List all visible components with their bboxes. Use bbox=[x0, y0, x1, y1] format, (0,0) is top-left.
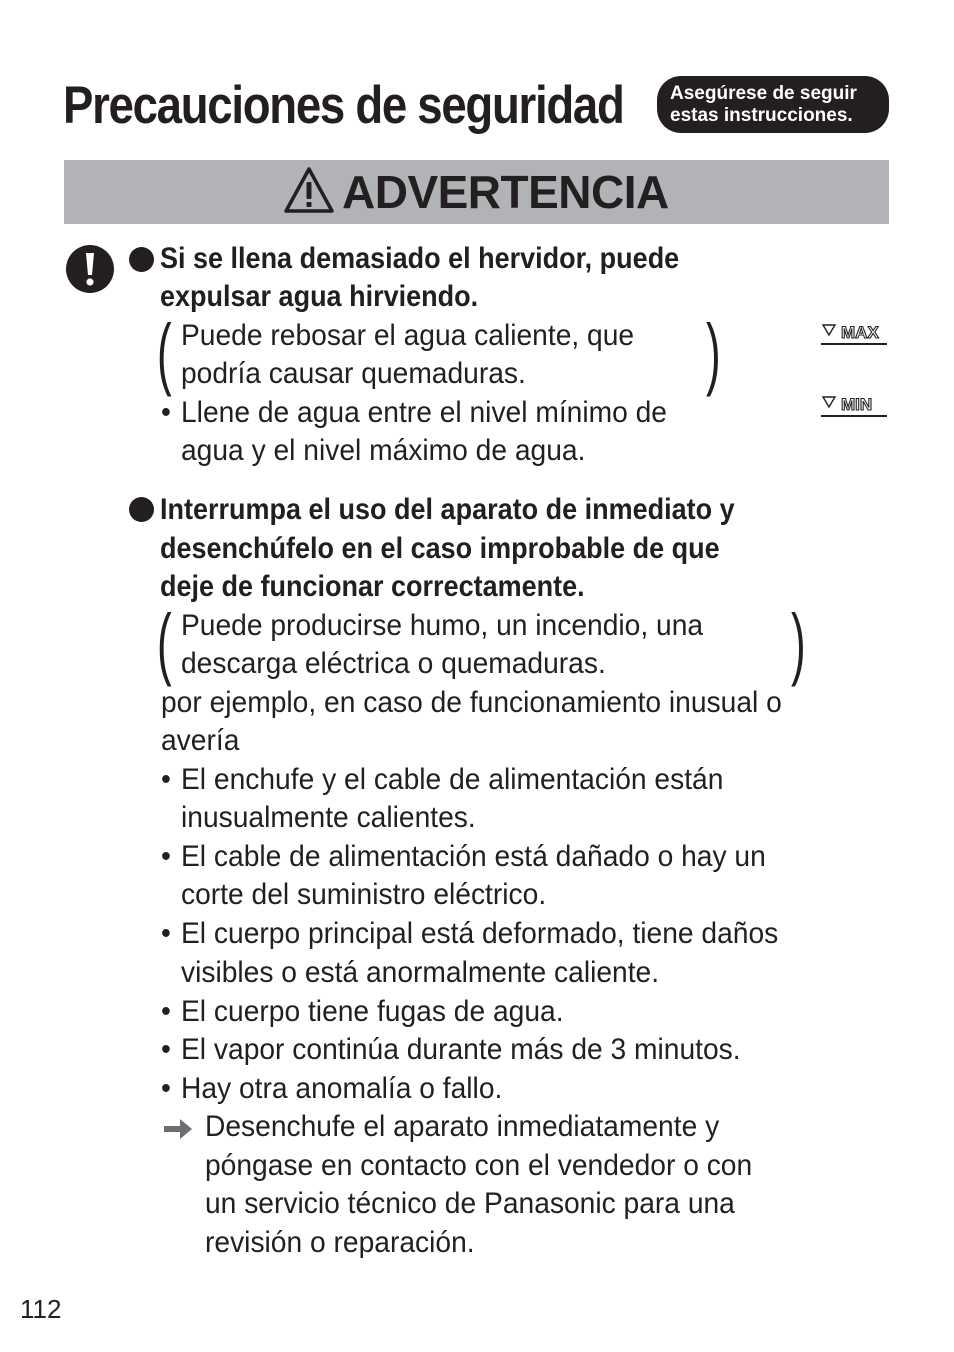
section2-bullet-2-line1: El cable de alimentación está dañado o hay un bbox=[181, 840, 766, 873]
page-title: Precauciones de seguridad bbox=[63, 76, 624, 135]
section2-bullet-6: Hay otra anomalía o fallo. bbox=[181, 1072, 503, 1105]
section2-heading-line1: Interrumpa el uso del aparato de inmediato y bbox=[160, 493, 735, 526]
section1-bullet-line2: agua y el nivel máximo de agua. bbox=[181, 434, 586, 467]
max-label: MAX bbox=[841, 323, 879, 342]
instructions-badge bbox=[657, 76, 889, 133]
bullet-marker: • bbox=[161, 995, 171, 1028]
min-level-mark bbox=[820, 393, 888, 419]
arrow-right-icon bbox=[162, 1116, 194, 1142]
close-paren: ) bbox=[706, 308, 721, 397]
badge-line-2: estas instrucciones. bbox=[670, 105, 853, 126]
close-paren: ) bbox=[791, 598, 806, 687]
section2-note-line1: Puede producirse humo, un incendio, una bbox=[181, 609, 704, 642]
bullet-marker: • bbox=[161, 840, 171, 873]
section2-action-line3: un servicio técnico de Panasonic para una bbox=[205, 1187, 735, 1220]
page-number: 112 bbox=[20, 1294, 62, 1324]
section2-bullet-3-line1: El cuerpo principal está deformado, tiene daños bbox=[181, 917, 779, 950]
section2-bullet-4: El cuerpo tiene fugas de agua. bbox=[181, 995, 564, 1028]
open-paren: ( bbox=[157, 308, 172, 397]
bullet-dot bbox=[129, 497, 154, 522]
min-label: MIN bbox=[841, 395, 873, 414]
max-level-mark bbox=[820, 321, 888, 347]
exclamation-circle-icon bbox=[65, 244, 115, 294]
section2-bullet-5: El vapor continúa durante más de 3 minutos. bbox=[181, 1033, 741, 1066]
section1-heading-line2: expulsar agua hirviendo. bbox=[160, 280, 479, 313]
bullet-marker: • bbox=[161, 1033, 171, 1066]
section2-bullet-2-line2: corte del suministro eléctrico. bbox=[181, 878, 547, 911]
section2-bullet-1-line1: El enchufe y el cable de alimentación están bbox=[181, 763, 724, 796]
section1-note-line2: podría causar quemaduras. bbox=[181, 357, 526, 390]
badge-line-1: Asegúrese de seguir bbox=[670, 83, 857, 104]
bullet-marker: • bbox=[161, 1072, 171, 1105]
section2-bullet-1-line2: inusualmente calientes. bbox=[181, 801, 476, 834]
section1-bullet-line1: Llene de agua entre el nivel mínimo de bbox=[181, 396, 667, 429]
section2-bullet-3-line2: visibles o está anormalmente caliente. bbox=[181, 956, 660, 989]
section2-note-line2: descarga eléctrica o quemaduras. bbox=[181, 647, 606, 680]
bullet-dot bbox=[129, 247, 154, 272]
bullet-marker: • bbox=[161, 396, 171, 429]
section2-example-line1: por ejemplo, en caso de funcionamiento inusual o bbox=[161, 686, 782, 719]
section2-heading-line2: desenchúfelo en el caso improbable de que bbox=[160, 532, 720, 565]
warning-label: ADVERTENCIA bbox=[342, 166, 669, 218]
section2-action-line1: Desenchufe el aparato inmediatamente y bbox=[205, 1110, 720, 1143]
bullet-marker: • bbox=[161, 763, 171, 796]
section2-action-line2: póngase en contacto con el vendedor o con bbox=[205, 1149, 753, 1182]
section1-note-line1: Puede rebosar el agua caliente, que bbox=[181, 319, 635, 352]
open-paren: ( bbox=[157, 598, 172, 687]
warning-triangle-icon bbox=[283, 166, 335, 214]
section2-action-line4: revisión o reparación. bbox=[205, 1226, 475, 1259]
bullet-marker: • bbox=[161, 917, 171, 950]
section2-heading-line3: deje de funcionar correctamente. bbox=[160, 570, 585, 603]
section1-heading-line1: Si se llena demasiado el hervidor, puede bbox=[160, 242, 680, 275]
section2-example-line2: avería bbox=[161, 724, 240, 757]
